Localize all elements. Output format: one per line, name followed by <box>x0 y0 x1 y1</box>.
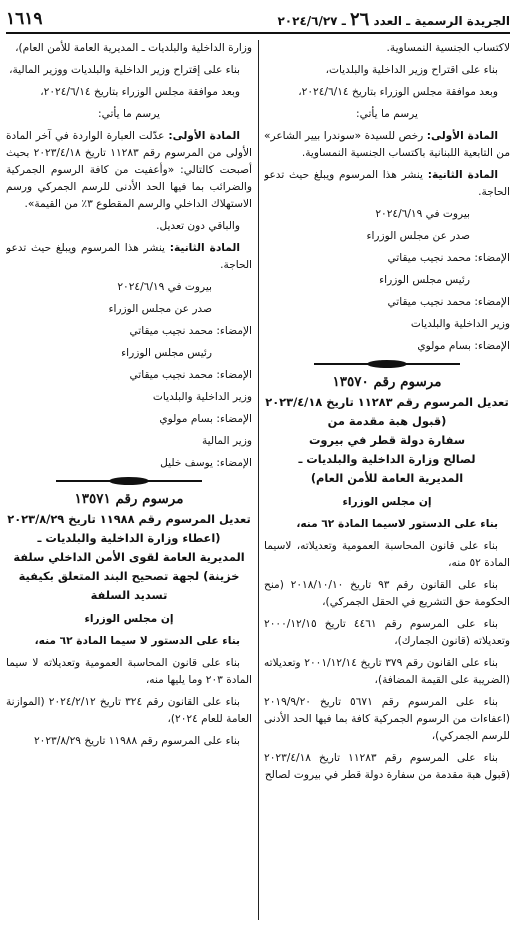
signatory-title: وزير الداخلية والبلديات <box>410 318 510 330</box>
decree-formula: يرسم ما يأتي: <box>98 108 160 120</box>
place-date: بيروت في ٢٠٢٤/٦/١٩ <box>117 281 212 293</box>
decree-heading: مرسوم رقم ١٣٥٧١ <box>74 491 184 507</box>
article-label: المادة الأولى: <box>426 130 498 142</box>
decree-title-line: لصالح وزارة الداخلية والبلديات ـ <box>298 452 476 466</box>
signature: الإمضاء: محمد نجيب ميقاتي <box>129 325 252 337</box>
decree-title <box>264 393 510 488</box>
page-header <box>6 6 510 34</box>
signature: الإمضاء: محمد نجيب ميقاتي <box>387 296 510 308</box>
text-paragraph: بناء على إقتراح وزير الداخلية والبلديات ووزير المالية، <box>9 64 240 76</box>
decree-title-line: المديرية العامة لقوى الأمن الداخلي سلفة خزينة) لجهة تصحيح البند المتعلق بكيفية تسديد السلفة <box>13 550 245 602</box>
issue-number: ٢٦ <box>349 8 370 30</box>
recital: بناء على الدستور لاسيما المادة ٦٢ منه، <box>296 518 498 530</box>
section-divider <box>314 360 460 368</box>
signatory-title: وزير المالية <box>201 435 252 447</box>
article-label: المادة الأولى: <box>168 130 241 142</box>
text-paragraph: لاكتساب الجنسية النمساوية. <box>386 42 510 54</box>
article-2 <box>6 240 252 274</box>
journal-name: الجريدة الرسمية ـ العدد <box>373 13 510 28</box>
section-divider <box>56 477 202 485</box>
recital: بناء على المرسوم رقم ١١٢٨٣ تاريخ ٢٠٢٣/٤/١٨ (قبول هبة مقدمة من سفارة دولة قطر في بيروت لصالح <box>264 752 510 781</box>
decree-title-line: تعديل المرسوم رقم ١١٢٨٣ تاريخ ٢٠٢٣/٤/١٨ <box>265 395 509 409</box>
article-label: المادة الثانية: <box>169 242 240 254</box>
article-text: رخص للسيدة «سوندرا بيير الشاعر» من التابعية اللبنانية باكتساب الجنسية النمساوية. <box>264 130 510 159</box>
place-date: بيروت في ٢٠٢٤/٦/١٩ <box>375 208 470 220</box>
decree-title <box>6 510 252 605</box>
recital: بناء على المرسوم رقم ١١٩٨٨ تاريخ ٢٠٢٣/٨/٢٩ <box>33 735 240 747</box>
recital: بناء على قانون المحاسبة العمومية وتعديلاته، لاسيما المادة ٥٢ منه، <box>264 540 510 569</box>
decree-heading: مرسوم رقم ١٣٥٧٠ <box>332 374 442 390</box>
article-2 <box>264 167 510 201</box>
article-label: المادة الثانية: <box>427 169 498 181</box>
article-text: عدّلت العبارة الواردة في آخر المادة الأولى من المرسوم رقم ١١٢٨٣ تاريخ ٢٠٢٣/٤/١٨ بحيث أصبحت كالتالي: «وأعفيت من كافة الرسوم الجمركية والضرائب بما فيها الحد الأدنى للرسم الجمركي ورسم الاستهلاك الداخلي والرسم المقطوع ٣٪ من القيمة». <box>6 130 252 210</box>
decree-title-line: (قبول هبة مقدمة من <box>327 414 447 428</box>
right-column <box>264 40 510 930</box>
issue-date: ـ ٢٠٢٤/٦/٢٧ <box>277 13 346 28</box>
issued-by: صدر عن مجلس الوزراء <box>108 303 212 315</box>
text-paragraph: وبعد موافقة مجلس الوزراء بتاريخ ٢٠٢٤/٦/١٤، <box>298 86 498 98</box>
recital: بناء على المرسوم رقم ٥٦٧١ تاريخ ٢٠١٩/٩/٢٠ (اعفاءات من الرسوم الجمركية كافة بما فيها الحد الأدنى للرسم الجمركي)، <box>264 696 510 742</box>
signature: الإمضاء: بسام مولوي <box>417 340 510 352</box>
signature: الإمضاء: بسام مولوي <box>159 413 252 425</box>
journal-title <box>277 9 510 30</box>
article-text: ينشر هذا المرسوم ويبلغ حيث تدعو الحاجة. <box>264 169 510 198</box>
council-heading: إن مجلس الوزراء <box>84 613 174 625</box>
decree-title-line: المديرية العامة للأمن العام) <box>310 471 464 485</box>
signature: الإمضاء: يوسف خليل <box>160 457 252 469</box>
signatory-title: وزير الداخلية والبلديات <box>152 391 252 403</box>
council-heading: إن مجلس الوزراء <box>342 496 432 508</box>
article-1 <box>264 128 510 162</box>
article-text: ينشر هذا المرسوم ويبلغ حيث تدعو الحاجة. <box>6 242 252 271</box>
article-1 <box>6 128 252 213</box>
decree-title-line: تعديل المرسوم رقم ١١٩٨٨ تاريخ ٢٠٢٣/٨/٢٩ <box>7 512 251 526</box>
issued-by: صدر عن مجلس الوزراء <box>366 230 470 242</box>
decree-title-line: (اعطاء وزارة الداخلية والبلديات ـ <box>37 531 221 545</box>
decree-formula: يرسم ما يأتي: <box>356 108 418 120</box>
recital: بناء على القانون رقم ٩٣ تاريخ ٢٠١٨/١٠/١٠ (منح الحكومة حق التشريع في الحقل الجمركي)، <box>264 579 510 608</box>
recital: بناء على القانون رقم ٣٢٤ تاريخ ٢٠٢٤/٢/١٢ (الموازنة العامة للعام ٢٠٢٤)، <box>6 696 252 725</box>
page-number: ١٦١٩ <box>6 9 43 29</box>
recital: بناء على المرسوم رقم ٤٤٦١ تاريخ ٢٠٠٠/١٢/١٥ وتعديلاته (قانون الجمارك)، <box>264 618 510 647</box>
column-rule <box>258 40 259 920</box>
signatory-title: رئيس مجلس الوزراء <box>379 274 470 286</box>
decree-title-line: سفارة دولة قطر في بيروت <box>308 433 466 447</box>
recital: بناء على القانون رقم ٣٧٩ تاريخ ٢٠٠١/١٢/١٤ وتعديلاته (الضريبة على القيمة المضافة)، <box>264 657 510 686</box>
recital: بناء على قانون المحاسبة العمومية وتعديلاته لا سيما المادة ٢٠٣ وما يليها منه، <box>6 657 252 686</box>
text-paragraph: بناء على اقتراح وزير الداخلية والبلديات، <box>325 64 498 76</box>
signatory-title: رئيس مجلس الوزراء <box>121 347 212 359</box>
text-paragraph: والباقي دون تعديل. <box>156 220 240 232</box>
signature: الإمضاء: محمد نجيب ميقاتي <box>387 252 510 264</box>
text-paragraph: وزارة الداخلية والبلديات ـ المديرية العامة للأمن العام)، <box>15 42 252 54</box>
signature: الإمضاء: محمد نجيب ميقاتي <box>129 369 252 381</box>
left-column <box>6 40 252 930</box>
recital: بناء على الدستور لا سيما المادة ٦٢ منه، <box>34 635 240 647</box>
text-paragraph: وبعد موافقة مجلس الوزراء بتاريخ ٢٠٢٤/٦/١٤، <box>40 86 240 98</box>
